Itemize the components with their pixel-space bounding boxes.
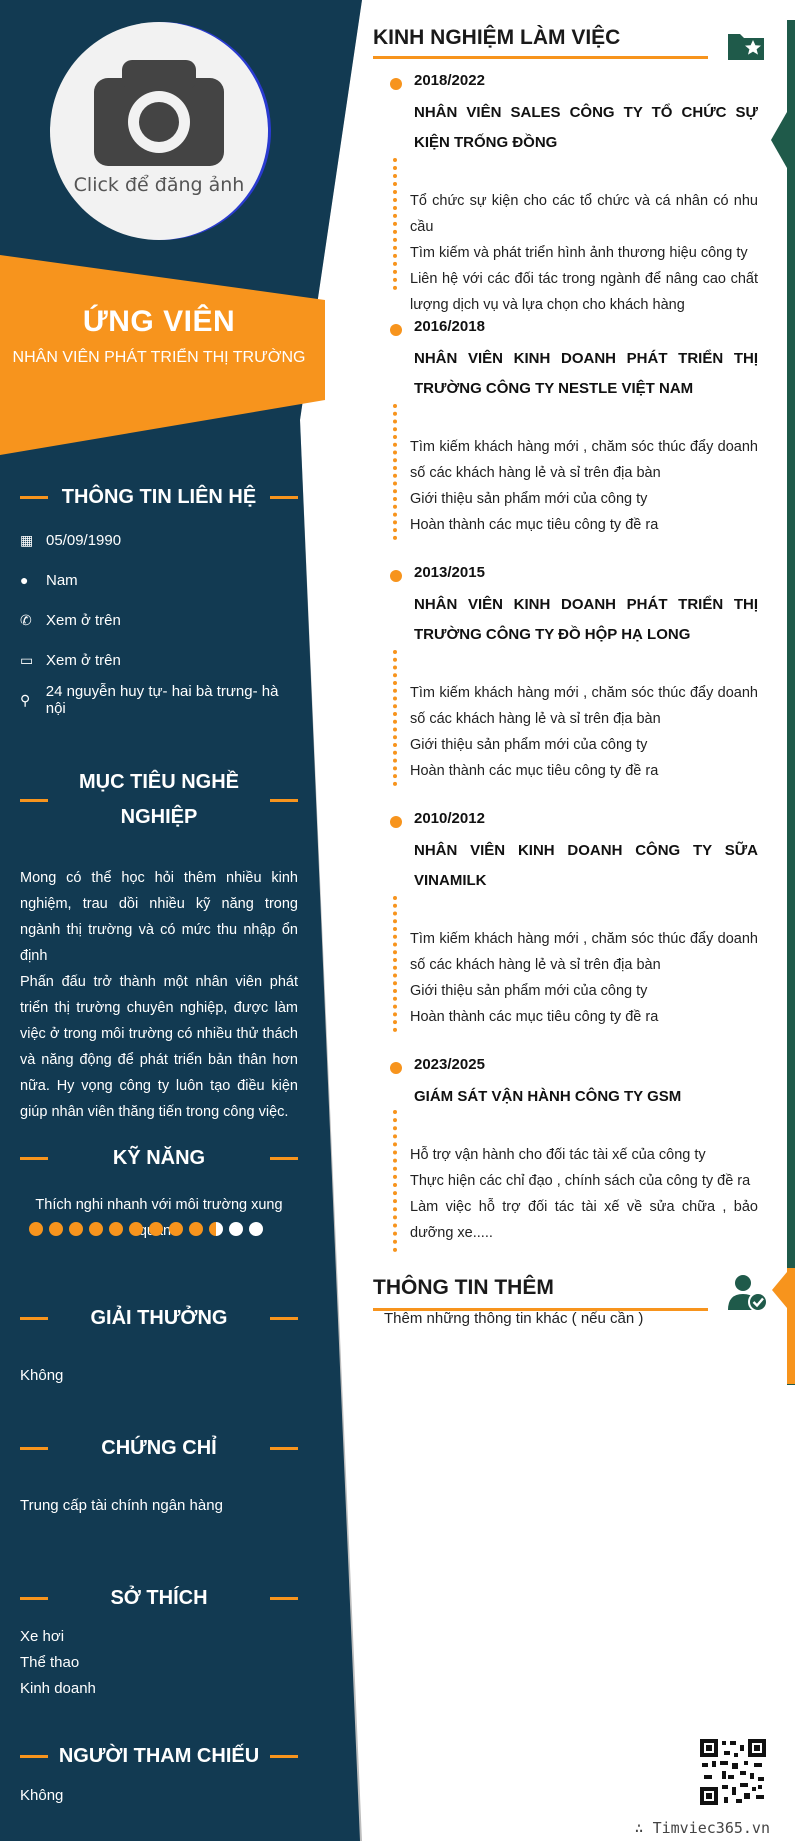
avatar-caption: Click để đăng ảnh — [73, 174, 245, 196]
timeline-bullet — [390, 816, 402, 828]
timeline-bullet — [390, 1062, 402, 1074]
skill-rating-dot — [69, 1222, 83, 1236]
skill-rating-dot — [249, 1222, 263, 1236]
job-description: Tổ chức sự kiện cho các tổ chức và cá nhân có nhu cầu Tìm kiếm và phát triển hình ảnh thương hiệu công ty Liên hệ với các đối tác trong ngành để nâng cao chất lượng dịch vụ và lựa chọn cho khách hàng — [410, 193, 758, 313]
job-period: 2018/2022 — [414, 72, 485, 89]
email-row[interactable] — [20, 648, 300, 672]
job-entry[interactable] — [388, 318, 758, 538]
hobby-item: Kinh doanh — [20, 1680, 96, 1697]
candidate-title[interactable]: NHÂN VIÊN PHÁT TRIỂN THỊ TRƯỜNG — [12, 349, 306, 366]
email-value: Xem ở trên — [46, 651, 121, 669]
folder-star-icon — [726, 28, 766, 62]
certificates-heading: CHỨNG CHỈ — [20, 1428, 298, 1468]
job-entry[interactable] — [388, 564, 758, 784]
awards-text[interactable]: Không — [20, 1367, 64, 1384]
awards-heading: GIẢI THƯỞNG — [20, 1298, 298, 1338]
phone-icon: ✆ — [20, 611, 32, 628]
person-icon: ● — [20, 572, 29, 588]
skills-heading: KỸ NĂNG — [20, 1138, 298, 1178]
skill-rating-dot — [109, 1222, 123, 1236]
job-description: Tìm kiếm khách hàng mới , chăm sóc thúc đẩy doanh số các khách hàng lẻ và sỉ trên địa bàn Giới thiệu sản phẩm mới của công ty Hoàn thành các mục tiêu công ty đề ra — [410, 685, 758, 779]
qr-code-icon — [698, 1737, 768, 1807]
skill-rating-dot — [189, 1222, 203, 1236]
birthday-row[interactable] — [20, 528, 300, 552]
contact-heading: THÔNG TIN LIÊN HỆ — [20, 477, 298, 517]
skill-rating[interactable] — [29, 1222, 263, 1236]
skill-rating-dot — [209, 1222, 223, 1236]
birthday-value: 05/09/1990 — [46, 531, 122, 549]
job-entry[interactable] — [388, 1056, 758, 1256]
brand-footer[interactable]: ∴ Timviec365.vn — [634, 1819, 770, 1837]
avatar-upload[interactable] — [50, 22, 268, 240]
skill-rating-dot — [49, 1222, 63, 1236]
references-text[interactable]: Không — [20, 1787, 64, 1804]
extra-text[interactable]: Thêm những thông tin khác ( nếu cần ) — [384, 1310, 644, 1327]
calendar-icon: ▦ — [20, 531, 34, 548]
job-period: 2016/2018 — [414, 318, 485, 335]
job-period: 2010/2012 — [414, 810, 485, 827]
address-value: 24 nguyễn huy tự- hai bà trưng- hà nội — [45, 683, 279, 717]
extra-heading: THÔNG TIN THÊM — [373, 1276, 554, 1299]
skill-name[interactable]: Thích nghi nhanh với môi trường xung — [35, 1197, 283, 1213]
user-check-icon — [728, 1274, 768, 1312]
references-heading: NGƯỜI THAM CHIẾU — [20, 1736, 298, 1776]
job-description: Tìm kiếm khách hàng mới , chăm sóc thúc đẩy doanh số các khách hàng lẻ và sỉ trên địa bàn Giới thiệu sản phẩm mới của công ty Hoàn thành các mục tiêu công ty đề ra — [410, 931, 758, 1025]
skill-rating-dot — [89, 1222, 103, 1236]
phone-value: Xem ở trên — [46, 611, 121, 629]
gender-row[interactable] — [20, 568, 300, 592]
job-entry[interactable] — [388, 810, 758, 1030]
job-role: NHÂN VIÊN SALES CÔNG TY TỔ CHỨC SỰ KIỆN TRỐNG ĐỒNG — [414, 104, 758, 151]
job-entry[interactable] — [388, 72, 758, 313]
experience-underline — [373, 56, 708, 59]
timeline-bullet — [390, 324, 402, 336]
job-role: NHÂN VIÊN KINH DOANH PHÁT TRIỂN THỊ TRƯỜNG CÔNG TY ĐỒ HỘP HẠ LONG — [414, 596, 758, 643]
experience-heading: KINH NGHIỆM LÀM VIỆC — [373, 26, 621, 49]
objective-heading: MỤC TIÊU NGHỀ NGHIỆP — [20, 765, 298, 835]
candidate-name[interactable]: ỨNG VIÊN — [82, 305, 236, 338]
job-role: NHÂN VIÊN KINH DOANH PHÁT TRIỂN THỊ TRƯỜNG CÔNG TY NESTLE VIỆT NAM — [414, 350, 758, 397]
skill-rating-dot — [169, 1222, 183, 1236]
skill-rating-dot — [129, 1222, 143, 1236]
skill-rating-dot — [229, 1222, 243, 1236]
timeline-bullet — [390, 78, 402, 90]
phone-row[interactable] — [20, 608, 300, 632]
hobby-item: Thể thao — [20, 1654, 80, 1671]
camera-icon — [94, 56, 224, 166]
objective-text[interactable]: Mong có thể học hỏi thêm nhiều kinh nghiệm, trau dồi nhiều kỹ năng trong ngành thị trường và có mức thu nhập ổn định Phấn đấu trở thành một nhân viên phát triển thị trường chuyên nghiệp, được làm việc ở trong môi trường có nhiều thử thách và năng động để phát triển bản thân hơn nữa. Hy vọng công ty luôn tạo điều kiện giúp nhân viên thăng tiến trong công việc. — [20, 870, 298, 1120]
certificates-text[interactable]: Trung cấp tài chính ngân hàng — [20, 1497, 223, 1514]
address-row[interactable] — [20, 683, 300, 717]
hobby-item: Xe hơi — [20, 1628, 65, 1645]
gender-value: Nam — [46, 571, 78, 589]
job-period: 2023/2025 — [414, 1056, 485, 1073]
location-icon: ⚲ — [20, 691, 31, 708]
job-role: GIÁM SÁT VẬN HÀNH CÔNG TY GSM — [414, 1088, 682, 1105]
timeline-bullet — [390, 570, 402, 582]
email-icon: ▭ — [20, 651, 34, 668]
skill-rating-dot — [29, 1222, 43, 1236]
job-role: NHÂN VIÊN KINH DOANH CÔNG TY SỮA VINAMILK — [414, 842, 758, 889]
hobbies-list[interactable] — [20, 1624, 300, 1702]
candidate-header — [0, 305, 318, 367]
job-description: Hỗ trợ vận hành cho đối tác tài xế của công ty Thực hiện các chỉ đạo , chính sách của công ty đề ra Làm việc hỗ trợ đối tác tài xế về sửa chữa , bảo dưỡng xe..... — [410, 1147, 758, 1241]
hobbies-heading: SỞ THÍCH — [20, 1578, 298, 1618]
job-period: 2013/2015 — [414, 564, 485, 581]
skill-rating-dot — [149, 1222, 163, 1236]
job-description: Tìm kiếm khách hàng mới , chăm sóc thúc đẩy doanh số các khách hàng lẻ và sỉ trên địa bàn Giới thiệu sản phẩm mới của công ty Hoàn thành các mục tiêu công ty đề ra — [410, 439, 758, 533]
